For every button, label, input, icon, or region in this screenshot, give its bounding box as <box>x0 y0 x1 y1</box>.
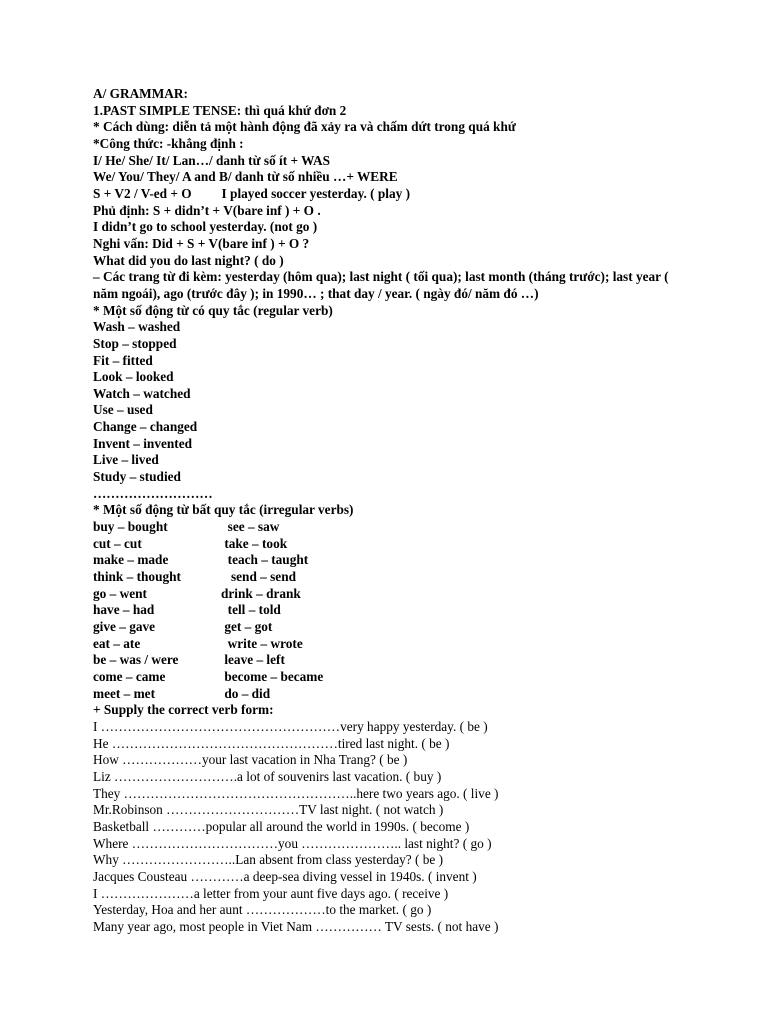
exercise-item: Basketball …………popular all around the world in 1990s. ( become ) <box>93 818 470 834</box>
adverbs-paragraph: – Các trang từ đi kèm: yesterday (hôm qua); last night ( tối qua); last month (tháng trước); last year ( năm ngoái), ago (trước đây ); in 1990… ; that day / year. ( ngày đó/ năm đó …) <box>93 269 669 301</box>
formula-line: We/ You/ They/ A and B/ danh từ số nhiều …+ WERE <box>93 169 398 185</box>
irregular-verb: buy – bought <box>93 519 168 535</box>
irregular-verb: teach – taught <box>221 552 309 568</box>
exercise-item: Where ……………………………you ………………….. last night? ( go ) <box>93 835 492 851</box>
irregular-verb: send – send <box>221 569 297 585</box>
irregular-verb: cut – cut <box>93 535 142 551</box>
section-heading: A/ GRAMMAR: <box>93 86 188 101</box>
regular-verb: Stop – stopped <box>93 335 177 351</box>
irregular-verb-row <box>93 519 683 536</box>
lesson-title: 1.PAST SIMPLE TENSE: thì quá khứ đơn 2 <box>93 102 347 118</box>
formula-line: What did you do last night? ( do ) <box>93 252 284 268</box>
irregular-verb-row <box>93 536 683 553</box>
exercise-item: I …………………a letter from your aunt five days ago. ( receive ) <box>93 885 449 901</box>
formula-line: Nghi vấn: Did + S + V(bare inf ) + O ? <box>93 235 310 251</box>
regular-verbs-heading: * Một số động từ có quy tắc (regular verb) <box>93 302 333 318</box>
irregular-verb: do – did <box>221 685 271 701</box>
exercise-item: I ………………………………………………very happy yesterday. ( be ) <box>93 718 488 734</box>
formula-line: I didn’t go to school yesterday. (not go ) <box>93 219 318 235</box>
irregular-verb: write – wrote <box>221 635 303 651</box>
regular-verb-ellipsis: ……………………… <box>93 485 213 501</box>
irregular-verb: make – made <box>93 552 169 568</box>
exercise-item: Mr.Robinson …………………………TV last night. ( not watch ) <box>93 802 444 818</box>
exercise-item: Many year ago, most people in Viet Nam …………… TV sests. ( not have ) <box>93 918 499 934</box>
exercise-item: How ………………your last vacation in Nha Trang? ( be ) <box>93 752 408 768</box>
irregular-verb-row <box>93 602 683 619</box>
irregular-verb: give – gave <box>93 619 156 634</box>
exercise-heading: + Supply the correct verb form: <box>93 702 274 718</box>
irregular-verb: meet – met <box>93 685 156 701</box>
regular-verb: Fit – fitted <box>93 352 153 368</box>
regular-verb: Study – studied <box>93 469 181 485</box>
irregular-verb: eat – ate <box>93 635 141 651</box>
formula-line: *Công thức: -khẳng định : <box>93 135 244 151</box>
regular-verb: Use – used <box>93 402 153 418</box>
regular-verb: Invent – invented <box>93 435 192 451</box>
usage-line: * Cách dùng: diễn tả một hành động đã xảy ra và chấm dứt trong quá khứ <box>93 119 516 135</box>
exercise-item: Jacques Cousteau …………a deep-sea diving vessel in 1940s. ( invent ) <box>93 868 477 884</box>
irregular-verbs-heading: * Một số động từ bất quy tắc (irregular verbs) <box>93 502 354 518</box>
irregular-verb-row <box>93 619 683 636</box>
irregular-verb: be – was / were <box>93 652 179 668</box>
irregular-verb: tell – told <box>221 602 281 618</box>
exercise-item: Liz ……………………….a lot of souvenirs last vacation. ( buy ) <box>93 768 442 784</box>
exercise-item: Why ……………………..Lan absent from class yesterday? ( be ) <box>93 852 444 868</box>
irregular-verb: have – had <box>93 602 155 618</box>
irregular-verb: think – thought <box>93 569 181 585</box>
irregular-verb-row <box>93 636 683 653</box>
regular-verb: Change – changed <box>93 419 198 435</box>
irregular-verb: come – came <box>93 668 166 684</box>
exercise-item: He ……………………………………………tired last night. ( be ) <box>93 735 450 751</box>
document-page <box>93 86 683 935</box>
irregular-verb: take – took <box>221 535 288 551</box>
exercise-item: Yesterday, Hoa and her aunt ………………to the market. ( go ) <box>93 902 432 918</box>
irregular-verb-row <box>93 586 683 603</box>
formula-line: S + V2 / V-ed + O I played soccer yesterday. ( play ) <box>93 185 411 201</box>
regular-verb: Live – lived <box>93 452 159 468</box>
irregular-verb-row <box>93 686 683 703</box>
irregular-verb: become – became <box>221 668 324 684</box>
irregular-verb: drink – drank <box>221 585 301 601</box>
irregular-verb: see – saw <box>221 519 280 535</box>
regular-verb: Look – looked <box>93 369 174 385</box>
irregular-verb: leave – left <box>221 652 285 668</box>
regular-verb: Watch – watched <box>93 385 191 401</box>
irregular-verb-row <box>93 652 683 669</box>
regular-verb: Wash – washed <box>93 319 181 335</box>
irregular-verb-row <box>93 552 683 569</box>
exercise-item: They ……………………………………………..here two years ago. ( live ) <box>93 785 499 801</box>
irregular-verb: get – got <box>221 619 273 634</box>
irregular-verb-row <box>93 669 683 686</box>
formula-line: Phủ định: S + didn’t + V(bare inf ) + O . <box>93 202 321 218</box>
formula-line: I/ He/ She/ It/ Lan…/ danh từ số ít + WAS <box>93 152 330 168</box>
irregular-verb: go – went <box>93 585 147 601</box>
irregular-verb-row <box>93 569 683 586</box>
